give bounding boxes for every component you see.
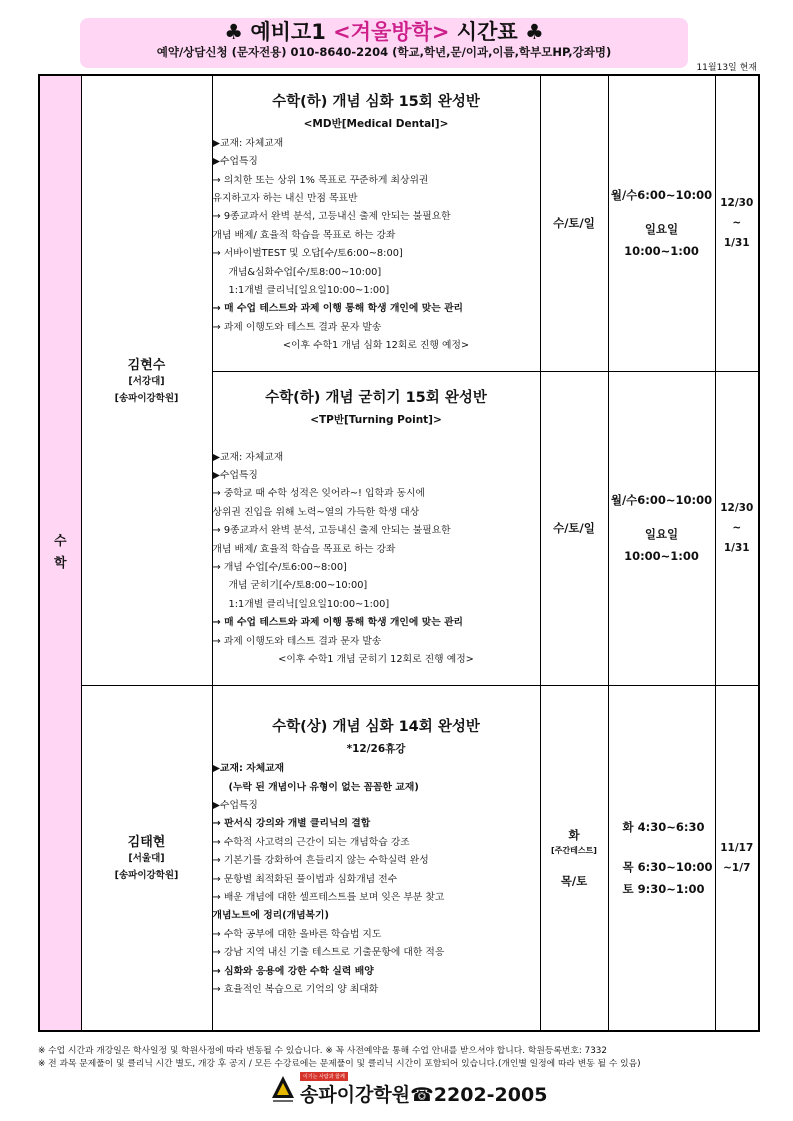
time-line: 10:00~1:00 [624, 244, 699, 259]
course-content [212, 685, 540, 1031]
course-line: <이후 수학1 개념 심화 12회로 진행 예정> [282, 340, 470, 352]
period-cell [715, 371, 759, 685]
course-line: <이후 수학1 개념 굳히기 12회로 진행 예정> [278, 654, 474, 666]
course-line: 1:1개별 클리닉[일요일10:00~1:00] [228, 598, 390, 610]
course-line: → 배운 개념에 대한 셀프테스트를 보며 잊은 부분 찾고 [212, 891, 445, 903]
period-line: ~1/7 [723, 861, 751, 874]
period-line: 12/30 [720, 197, 754, 210]
teacher-name: 김현수 [127, 357, 166, 373]
course-line: 개념 배제/ 효율적 학습을 목표로 하는 강좌 [212, 543, 396, 555]
period-line: 1/31 [723, 237, 750, 250]
subject-char: 학 [53, 556, 67, 571]
course-subtitle: <TP반[Turning Point]> [310, 413, 442, 426]
course-line: 개념 배제/ 효율적 학습을 목표로 하는 강좌 [212, 229, 396, 241]
teacher-cell [81, 75, 212, 685]
title-prefix: ♣ 예비고1 [224, 20, 334, 44]
time-line: 월/수6:00~10:00 [610, 188, 713, 203]
time-line: 토 9:30~1:00 [622, 881, 705, 896]
period-line: 12/30 [720, 502, 754, 514]
academy-name: 송파이강학원 [300, 1084, 411, 1106]
course-line: ▶교재: 자체교재 [212, 763, 285, 775]
course-line: → 9종교과서 완벽 분석, 고등내신 출제 안되는 불필요한 [212, 211, 451, 223]
course-line: → 효율적인 복습으로 기억의 양 최대화 [212, 983, 379, 995]
course-line: 개념노트에 정리(개념복기) [212, 910, 329, 922]
course-line: → 판서식 강의와 개별 클리닉의 결합 [212, 818, 371, 830]
course-title: 수학(하) 개념 굳히기 15회 완성반 [265, 389, 487, 406]
academy-logo-icon [270, 1074, 296, 1104]
as-of-date: 11월13일 현재 [696, 63, 757, 73]
footer-badge: 이기는 사람과 함께 [300, 1072, 348, 1081]
teacher-name: 김태현 [127, 835, 166, 851]
teacher-school: [서강대] [128, 375, 165, 387]
time-line: 일요일 [644, 222, 679, 237]
footnote: ※ 전 과목 문제풀이 및 클리닉 시간 별도, 개강 후 공지 / 모든 수강료에는 문제풀이 및 클리닉 시간이 포함되어 있습니다.(개인별 일정에 따라 변동 될 수 있음) [38, 1059, 641, 1069]
time-cell [608, 371, 715, 685]
period-cell [715, 75, 759, 371]
days-cell [540, 685, 608, 1031]
time-line: 목 6:30~10:00 [622, 859, 713, 874]
period-line: ~ [732, 217, 742, 230]
course-line: 개념&심화수업[수/토8:00~10:00] [228, 266, 382, 278]
teacher-academy: [송파이강학원] [114, 870, 179, 882]
title-banner [80, 18, 688, 68]
course-line: 유지하고자 하는 내신 만점 목표반 [212, 193, 358, 205]
course-content [212, 371, 540, 685]
time-line: 10:00~1:00 [624, 549, 699, 563]
course-line: ▶수업특징 [212, 469, 258, 481]
course-line: → 의치한 또는 상위 1% 목표로 꾸준하게 최상위권 [212, 174, 429, 186]
course-line: → 기본기를 강화하여 흔들리지 않는 수학실력 완성 [212, 855, 429, 867]
course-line: → 과제 이행도와 테스트 결과 문자 발송 [212, 321, 382, 333]
course-line: ▶수업특징 [212, 799, 258, 811]
time-line: 월/수6:00~10:00 [610, 493, 713, 507]
days-cell: 수/토/일 [540, 371, 608, 685]
course-line: → 수학적 사고력의 근간이 되는 개념학습 강조 [212, 836, 410, 848]
course-title: 수학(상) 개념 심화 14회 완성반 [272, 719, 480, 736]
academy-phone: ☎2202-2005 [410, 1084, 548, 1106]
period-line: 11/17 [720, 841, 754, 854]
course-line: ▶교재: 자체교재 [212, 137, 284, 149]
academy-footer [270, 1072, 548, 1108]
course-line: 1:1개별 클리닉[일요일10:00~1:00] [228, 285, 390, 297]
time-cell [608, 685, 715, 1031]
teacher-academy: [송파이강학원] [114, 392, 179, 404]
time-line: 화 4:30~6:30 [622, 819, 705, 834]
time-cell [608, 75, 715, 371]
weekly-test-label: [주간테스트] [551, 845, 597, 855]
course-line: → 수학 공부에 대한 올바른 학습법 지도 [212, 928, 382, 940]
day-line: 화 [568, 827, 580, 842]
period-line: 1/31 [723, 542, 750, 554]
teacher-school: [서울대] [128, 853, 165, 865]
days-cell: 수/토/일 [540, 75, 608, 371]
period-cell [715, 685, 759, 1031]
page-title [80, 20, 688, 44]
course-line: → 문항별 최적화된 풀이법과 심화개념 전수 [212, 873, 398, 885]
course-line: → 매 수업 테스트와 과제 이행 통해 학생 개인에 맞는 관리 [212, 303, 464, 315]
period-line: ~ [732, 522, 742, 534]
course-line: → 심화와 응용에 강한 수학 실력 배양 [212, 965, 374, 977]
title-suffix: 시간표 ♣ [449, 20, 544, 44]
course-line: → 개념 수업[수/토6:00~8:00] [212, 562, 347, 573]
course-line: → 매 수업 테스트와 과제 이행 통해 학생 개인에 맞는 관리 [212, 617, 464, 629]
subject-char: 수 [53, 534, 67, 549]
course-line: (누락 된 개념이나 유형이 없는 꼼꼼한 교재) [228, 781, 419, 793]
day-line: 목/토 [560, 873, 588, 888]
subject-cell [39, 75, 81, 1031]
course-line: → 중학교 때 수학 성적은 잊어라~! 입학과 동시에 [212, 488, 425, 500]
course-line: 상위권 진입을 위해 노력~열의 가득한 학생 대상 [212, 506, 420, 518]
course-subtitle: <MD반[Medical Dental]> [303, 117, 449, 130]
timetable [38, 74, 760, 1032]
teacher-cell [81, 685, 212, 1031]
course-line: → 과제 이행도와 테스트 결과 문자 발송 [212, 635, 382, 647]
contact-line: 예약/상담신청 (문자전용) 010-8640-2204 (학교,학년,문/이과,이름,학부모HP,강좌명) [156, 45, 612, 59]
course-content [212, 75, 540, 371]
footnote: ※ 수업 시간과 개강일은 학사일정 및 학원사정에 따라 변동될 수 있습니다. ※ 꼭 사전예약을 통해 수업 안내를 받으셔야 합니다. 학원등록번호: 7332 [38, 1046, 607, 1056]
course-line: ▶교재: 자체교재 [212, 451, 284, 463]
course-line: ▶수업특징 [212, 156, 258, 168]
course-line: → 강남 지역 내신 기출 테스트로 기출문항에 대한 적응 [212, 947, 445, 959]
course-line: → 서바이벌TEST 및 오답[수/토6:00~8:00] [212, 248, 403, 260]
title-highlight: <겨울방학> [333, 20, 450, 44]
time-line: 일요일 [644, 527, 679, 541]
course-subtitle: *12/26휴강 [346, 743, 406, 756]
academy-name-phone [300, 1080, 547, 1107]
course-title: 수학(하) 개념 심화 15회 완성반 [272, 93, 480, 110]
course-line: 개념 굳히기[수/토8:00~10:00] [228, 580, 368, 592]
course-line: → 9종교과서 완벽 분석, 고등내신 출제 안되는 불필요한 [212, 525, 451, 537]
